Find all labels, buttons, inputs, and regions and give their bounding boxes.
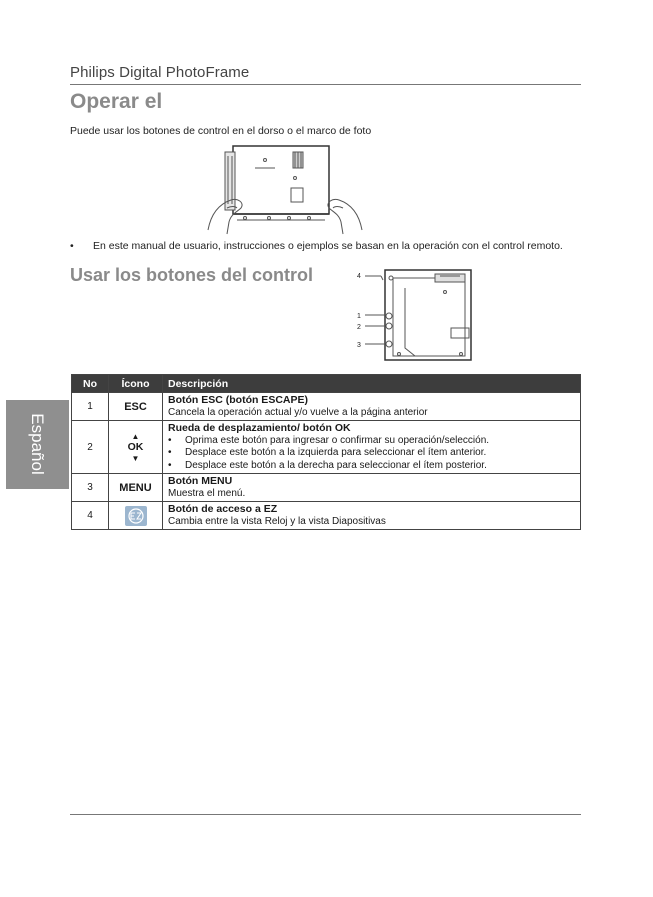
callout-4: 4 — [357, 273, 361, 280]
table-row — [72, 474, 581, 502]
header-icon: Ícono — [109, 375, 163, 393]
row-number: 3 — [72, 474, 109, 502]
row-text: Cambia entre la vista Reloj y la vista Diapositivas — [168, 515, 386, 527]
hands-holding-frame-illustration — [205, 142, 365, 237]
control-buttons-table — [71, 374, 581, 530]
up-arrow-icon: ▲ — [131, 431, 140, 441]
ok-wheel-label — [109, 421, 163, 474]
header-no: No — [72, 375, 109, 393]
section-title: Operar el — [70, 90, 163, 113]
row-description — [163, 502, 581, 530]
list-item: • Desplace este botón a la izquierda para seleccionar el ítem anterior. — [168, 447, 487, 458]
ok-label: OK — [127, 440, 144, 453]
frame-buttons-diagram — [355, 268, 475, 366]
row-number: 4 — [72, 502, 109, 530]
header-rule — [70, 84, 581, 85]
row-title: Rueda de desplazamiento/ botón OK — [168, 422, 351, 434]
row-description — [163, 474, 581, 502]
intro-text: Puede usar los botones de control en el dorso o el marco de foto — [70, 125, 372, 137]
note-bullet: • — [70, 240, 74, 252]
callout-2: 2 — [357, 324, 361, 331]
list-item: • Desplace este botón a la derecha para seleccionar el ítem posterior. — [168, 459, 487, 471]
row-title: Botón MENU — [168, 475, 233, 487]
ez-shortcut-icon — [125, 506, 147, 526]
callout-3: 3 — [357, 342, 361, 349]
subsection-title: Usar los botones del control — [70, 265, 314, 285]
row-number: 2 — [72, 421, 109, 474]
row-text: Cancela la operación actual y/o vuelve a la página anterior — [168, 406, 428, 418]
table-header-row — [72, 375, 581, 393]
ez-icon-cell — [109, 502, 163, 530]
language-side-tab — [6, 400, 69, 489]
note-text: En este manual de usuario, instrucciones o ejemplos se basan en la operación con el control remoto. — [93, 240, 563, 252]
list-item: • Oprima este botón para ingresar o confirmar su operación/selección. — [168, 434, 490, 446]
row-title: Botón de acceso a EZ — [168, 503, 278, 515]
callout-1: 1 — [357, 313, 361, 320]
menu-label: MENU — [109, 474, 163, 502]
row-title: Botón ESC (botón ESCAPE) — [168, 394, 308, 406]
footer-rule — [70, 814, 581, 815]
table-row — [72, 393, 581, 421]
header-description: Descripción — [163, 375, 581, 393]
row-description — [163, 421, 581, 474]
row-number: 1 — [72, 393, 109, 421]
language-label: Español — [28, 413, 47, 475]
header-title: Philips Digital PhotoFrame — [70, 64, 250, 81]
down-arrow-icon: ▼ — [131, 453, 140, 463]
row-text: Muestra el menú. — [168, 487, 246, 499]
esc-label: ESC — [109, 393, 163, 421]
table-row — [72, 502, 581, 530]
row-description — [163, 393, 581, 421]
table-row — [72, 421, 581, 474]
operation-note — [70, 239, 570, 253]
